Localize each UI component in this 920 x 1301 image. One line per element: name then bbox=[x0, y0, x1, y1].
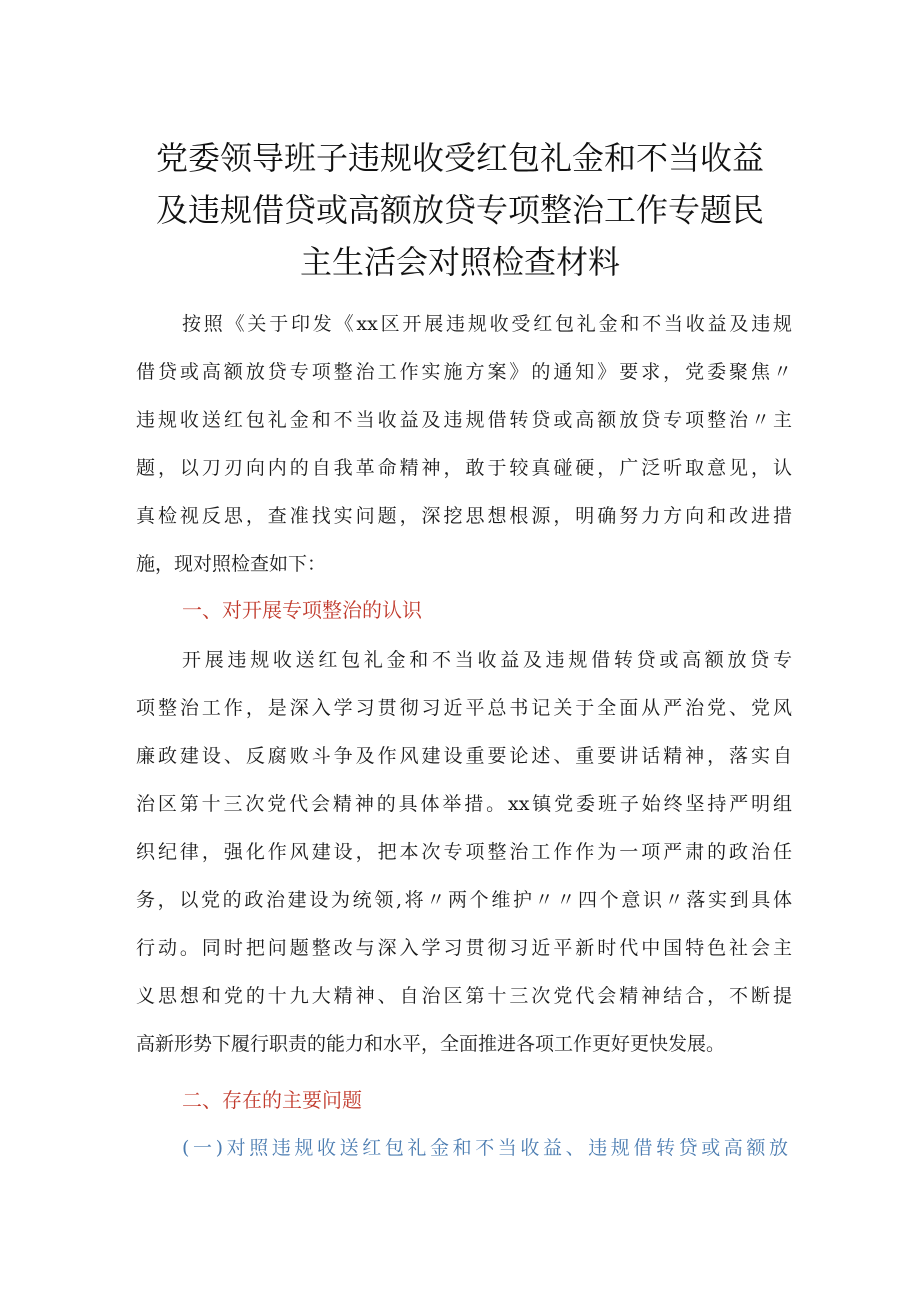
section-2-subheading: (一)对照违规收送红包礼金和不当收益、违规借转贷或高额放 bbox=[182, 1137, 788, 1159]
section-1-line: 治区第十三次党代会精神的具体举措。xx镇党委班子始终坚持严明组 bbox=[136, 793, 792, 815]
section-1-line: 务，以党的政治建设为统领,将〃两个维护〃〃四个意识〃落实到具体 bbox=[136, 889, 792, 911]
section-1-line: 行动。同时把问题整改与深入学习贯彻习近平新时代中国特色社会主 bbox=[136, 937, 792, 959]
intro-line: 真检视反思，查准找实问题，深挖思想根源，明确努力方向和改进措 bbox=[136, 505, 792, 527]
title-line-2: 及违规借贷或高额放贷专项整治工作专题民 bbox=[155, 191, 764, 229]
intro-line: 违规收送红包礼金和不当收益及违规借转贷或高额放贷专项整治〃主 bbox=[136, 409, 792, 431]
section-1-line: 高新形势下履行职责的能力和水平，全面推进各项工作更好更快发展。 bbox=[136, 1033, 726, 1055]
intro-line: 借贷或高额放贷专项整治工作实施方案》的通知》要求，党委聚焦〃 bbox=[136, 361, 792, 383]
section-1-line: 项整治工作，是深入学习贯彻习近平总书记关于全面从严治党、党风 bbox=[136, 697, 792, 719]
intro-line: 题，以刀刃向内的自我革命精神，敢于较真碰硬，广泛听取意见，认 bbox=[136, 457, 792, 479]
section-1-heading: 一、对开展专项整治的认识 bbox=[182, 598, 422, 622]
section-1-line: 廉政建设、反腐败斗争及作风建设重要论述、重要讲话精神，落实自 bbox=[136, 745, 792, 767]
section-1-line: 义思想和党的十九大精神、自治区第十三次党代会精神结合，不断提 bbox=[136, 985, 792, 1007]
intro-line: 施，现对照检查如下： bbox=[136, 553, 327, 575]
section-1-line: 织纪律，强化作风建设，把本次专项整治工作作为一项严肃的政治任 bbox=[136, 841, 792, 863]
section-2-heading: 二、存在的主要问题 bbox=[182, 1088, 362, 1112]
section-1-paragraph bbox=[136, 636, 792, 1068]
section-1-line: 开展违规收送红包礼金和不当收益及违规借转贷或高额放贷专 bbox=[182, 649, 792, 671]
intro-line: 按照《关于印发《xx区开展违规收受红包礼金和不当收益及违规 bbox=[182, 313, 792, 335]
intro-paragraph bbox=[136, 300, 792, 588]
title-line-1: 党委领导班子违规收受红包礼金和不当收益 bbox=[155, 139, 764, 177]
title-line-3: 主生活会对照检查材料 bbox=[299, 243, 620, 281]
document-title bbox=[130, 132, 790, 288]
